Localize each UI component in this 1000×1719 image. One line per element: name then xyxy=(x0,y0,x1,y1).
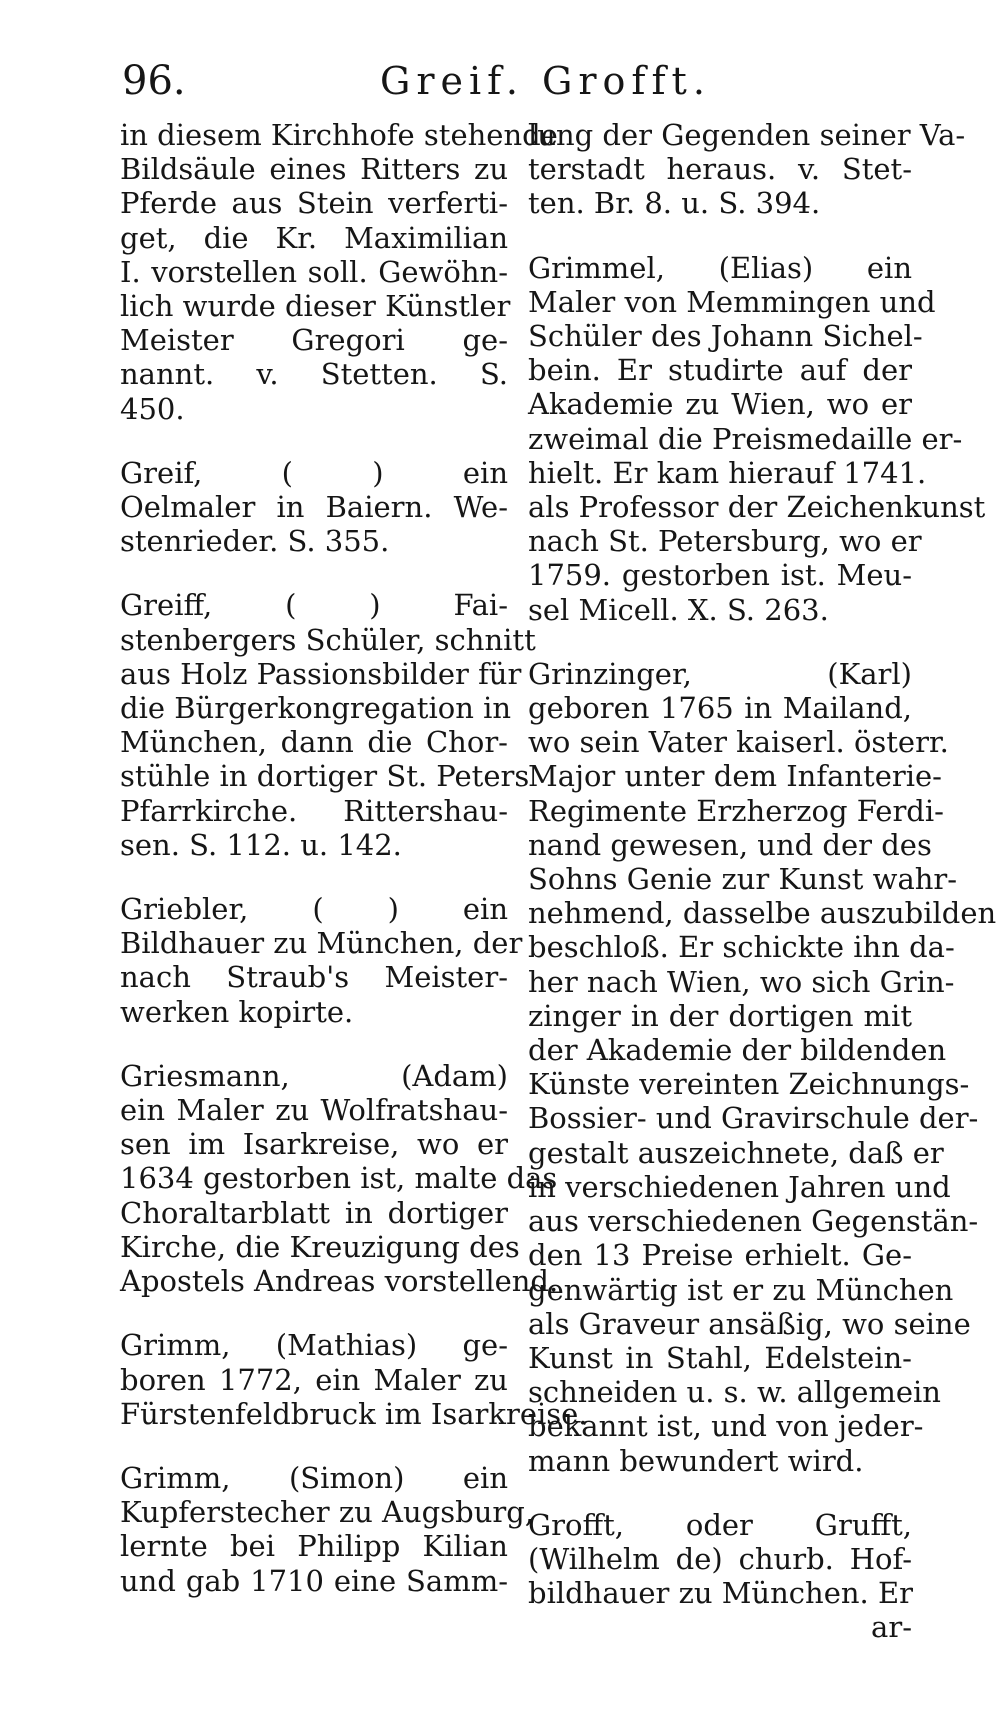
text-line: Grimmel, (Elias) ein xyxy=(528,250,912,285)
text-line: Regimente Erzherzog Ferdi- xyxy=(528,793,944,828)
text-line: Pfarrkirche. Rittershau- xyxy=(120,793,508,828)
text-line: lernte bei Philipp Kilian xyxy=(120,1529,508,1564)
text-line: Greiff, ( ) Fai- xyxy=(120,588,508,623)
text-line: 450. xyxy=(120,391,185,426)
text-line: Greif, ( ) ein xyxy=(120,455,508,490)
text-line: zinger in der dortigen mit xyxy=(528,998,912,1033)
paragraph-gap xyxy=(528,1478,912,1508)
entry-paragraph xyxy=(120,456,508,559)
entry-paragraph xyxy=(120,1460,535,1598)
entry-paragraph xyxy=(120,118,558,426)
entry-paragraph xyxy=(120,1328,588,1431)
text-line: in verschiedenen Jahren und xyxy=(528,1169,951,1204)
entry-paragraph xyxy=(528,1508,912,1611)
text-line: boren 1772, ein Maler zu xyxy=(120,1362,508,1397)
paragraph-gap xyxy=(120,1431,508,1461)
text-line: Fürstenfeldbruck im Isarkreise. xyxy=(120,1396,588,1431)
running-head: Greif. Grofft. xyxy=(380,59,711,103)
text-line: Griesmann, (Adam) xyxy=(120,1058,508,1093)
text-line: bein. Er studirte auf der xyxy=(528,353,912,388)
text-line: get, die Kr. Maximilian xyxy=(120,220,508,255)
text-line: Akademie zu Wien, wo er xyxy=(528,387,912,422)
text-line: her nach Wien, wo sich Grin- xyxy=(528,964,955,999)
paragraph-gap xyxy=(120,862,508,892)
text-line: werken kopirte. xyxy=(120,994,354,1029)
text-line: gestalt auszeichnete, daß er xyxy=(528,1135,944,1170)
text-line: ten. Br. 8. u. S. 394. xyxy=(528,186,821,221)
text-line: Grimm, (Mathias) ge- xyxy=(120,1328,508,1363)
text-line: Grimm, (Simon) ein xyxy=(120,1460,508,1495)
text-line: sen im Isarkreise, wo er xyxy=(120,1127,508,1162)
text-line: in diesem Kirchhofe stehende xyxy=(120,118,558,152)
text-line: Meister Gregori ge- xyxy=(120,323,508,358)
text-line: Kunst in Stahl, Edelstein- xyxy=(528,1340,912,1375)
left-column xyxy=(120,118,588,1598)
paragraph-gap xyxy=(528,627,912,657)
text-line: bekannt ist, und von jeder- xyxy=(528,1409,924,1444)
page-header xyxy=(120,52,900,112)
text-line: Choraltarblatt in dortiger xyxy=(120,1195,508,1230)
entry-paragraph xyxy=(120,1058,559,1299)
text-line: bildhauer zu München. Er xyxy=(528,1576,914,1611)
text-line: lich wurde dieser Künstler xyxy=(120,289,511,324)
text-line: Kirche, die Kreuzigung des xyxy=(120,1229,520,1264)
text-line: Griebler, ( ) ein xyxy=(120,892,508,927)
text-line: Maler von Memmingen und xyxy=(528,284,936,319)
text-line: der Akademie der bildenden xyxy=(528,1033,947,1068)
text-line: mann bewundert wird. xyxy=(528,1443,864,1478)
text-line: stühle in dortiger St. Peters xyxy=(120,759,530,794)
text-line: genwärtig ist er zu München xyxy=(528,1272,954,1307)
text-line: sel Micell. X. S. 263. xyxy=(528,592,829,627)
text-line: Major unter dem Infanterie- xyxy=(528,759,942,794)
text-line: stenrieder. S. 355. xyxy=(120,524,390,559)
text-line: Oelmaler in Baiern. We- xyxy=(120,490,508,525)
text-line: (Wilhelm de) churb. Hof- xyxy=(528,1541,912,1576)
paragraph-gap xyxy=(120,1029,508,1059)
text-line: aus Holz Passionsbilder für xyxy=(120,656,522,691)
text-line: stenbergers Schüler, schnitt xyxy=(120,622,536,657)
paragraph-gap xyxy=(120,558,508,588)
text-line: Pferde aus Stein verferti- xyxy=(120,186,508,221)
text-line: lung der Gegenden seiner Va- xyxy=(528,118,966,152)
entry-paragraph xyxy=(528,250,986,627)
text-line: Grinzinger, (Karl) xyxy=(528,656,912,691)
text-line: als Professor der Zeichenkunst xyxy=(528,490,986,525)
entry-paragraph xyxy=(120,588,536,862)
text-line: beschloß. Er schickte ihn da- xyxy=(528,930,955,965)
text-line: hielt. Er kam hierauf 1741. xyxy=(528,455,927,490)
text-line: aus verschiedenen Gegenstän- xyxy=(528,1204,979,1239)
text-line: die Bürgerkongregation in xyxy=(120,691,512,726)
catchword: ar- xyxy=(871,1610,912,1645)
paragraph-gap xyxy=(528,221,912,251)
page-number: 96. xyxy=(122,58,186,104)
right-column xyxy=(528,118,997,1645)
text-line: Künste vereinten Zeichnungs- xyxy=(528,1067,970,1102)
text-line: Sohns Genie zur Kunst wahr- xyxy=(528,862,958,897)
text-line: nannt. v. Stetten. S. xyxy=(120,357,508,392)
entry-paragraph xyxy=(528,656,997,1478)
text-line: Bossier- und Gravirschule der- xyxy=(528,1101,979,1136)
text-line: und gab 1710 eine Samm- xyxy=(120,1563,508,1598)
entry-paragraph xyxy=(120,892,523,1029)
text-line: Bildhauer zu München, der xyxy=(120,926,523,961)
text-line: geboren 1765 in Mailand, xyxy=(528,691,912,726)
text-line: Schüler des Johann Sichel- xyxy=(528,319,923,354)
text-line: zweimal die Preismedaille er- xyxy=(528,421,963,456)
text-line: Apostels Andreas vorstellend. xyxy=(120,1264,559,1299)
text-line: nach Straub's Meister- xyxy=(120,960,508,995)
entry-paragraph xyxy=(528,118,966,221)
paragraph-gap xyxy=(120,426,508,456)
paragraph-gap xyxy=(120,1298,508,1328)
text-line: nach St. Petersburg, wo er xyxy=(528,524,922,559)
text-line: 1634 gestorben ist, malte das xyxy=(120,1161,558,1196)
text-line: I. vorstellen soll. Gewöhn- xyxy=(120,254,508,289)
text-line: terstadt heraus. v. Stet- xyxy=(528,152,912,187)
text-line: wo sein Vater kaiserl. österr. xyxy=(528,725,949,760)
text-line: den 13 Preise erhielt. Ge- xyxy=(528,1238,912,1273)
text-line: als Graveur ansäßig, wo seine xyxy=(528,1306,971,1341)
text-line: München, dann die Chor- xyxy=(120,725,508,760)
text-line: 1759. gestorben ist. Meu- xyxy=(528,558,912,593)
text-line: nand gewesen, und der des xyxy=(528,827,932,862)
text-line: schneiden u. s. w. allgemein xyxy=(528,1375,941,1410)
text-line: Kupferstecher zu Augsburg, xyxy=(120,1495,535,1530)
text-line: Grofft, oder Grufft, xyxy=(528,1507,912,1542)
text-line: nehmend, dasselbe auszubilden xyxy=(528,896,997,931)
text-line: ein Maler zu Wolfratshau- xyxy=(120,1093,508,1128)
text-line: Bildsäule eines Ritters zu xyxy=(120,152,508,187)
text-line: sen. S. 112. u. 142. xyxy=(120,827,402,862)
